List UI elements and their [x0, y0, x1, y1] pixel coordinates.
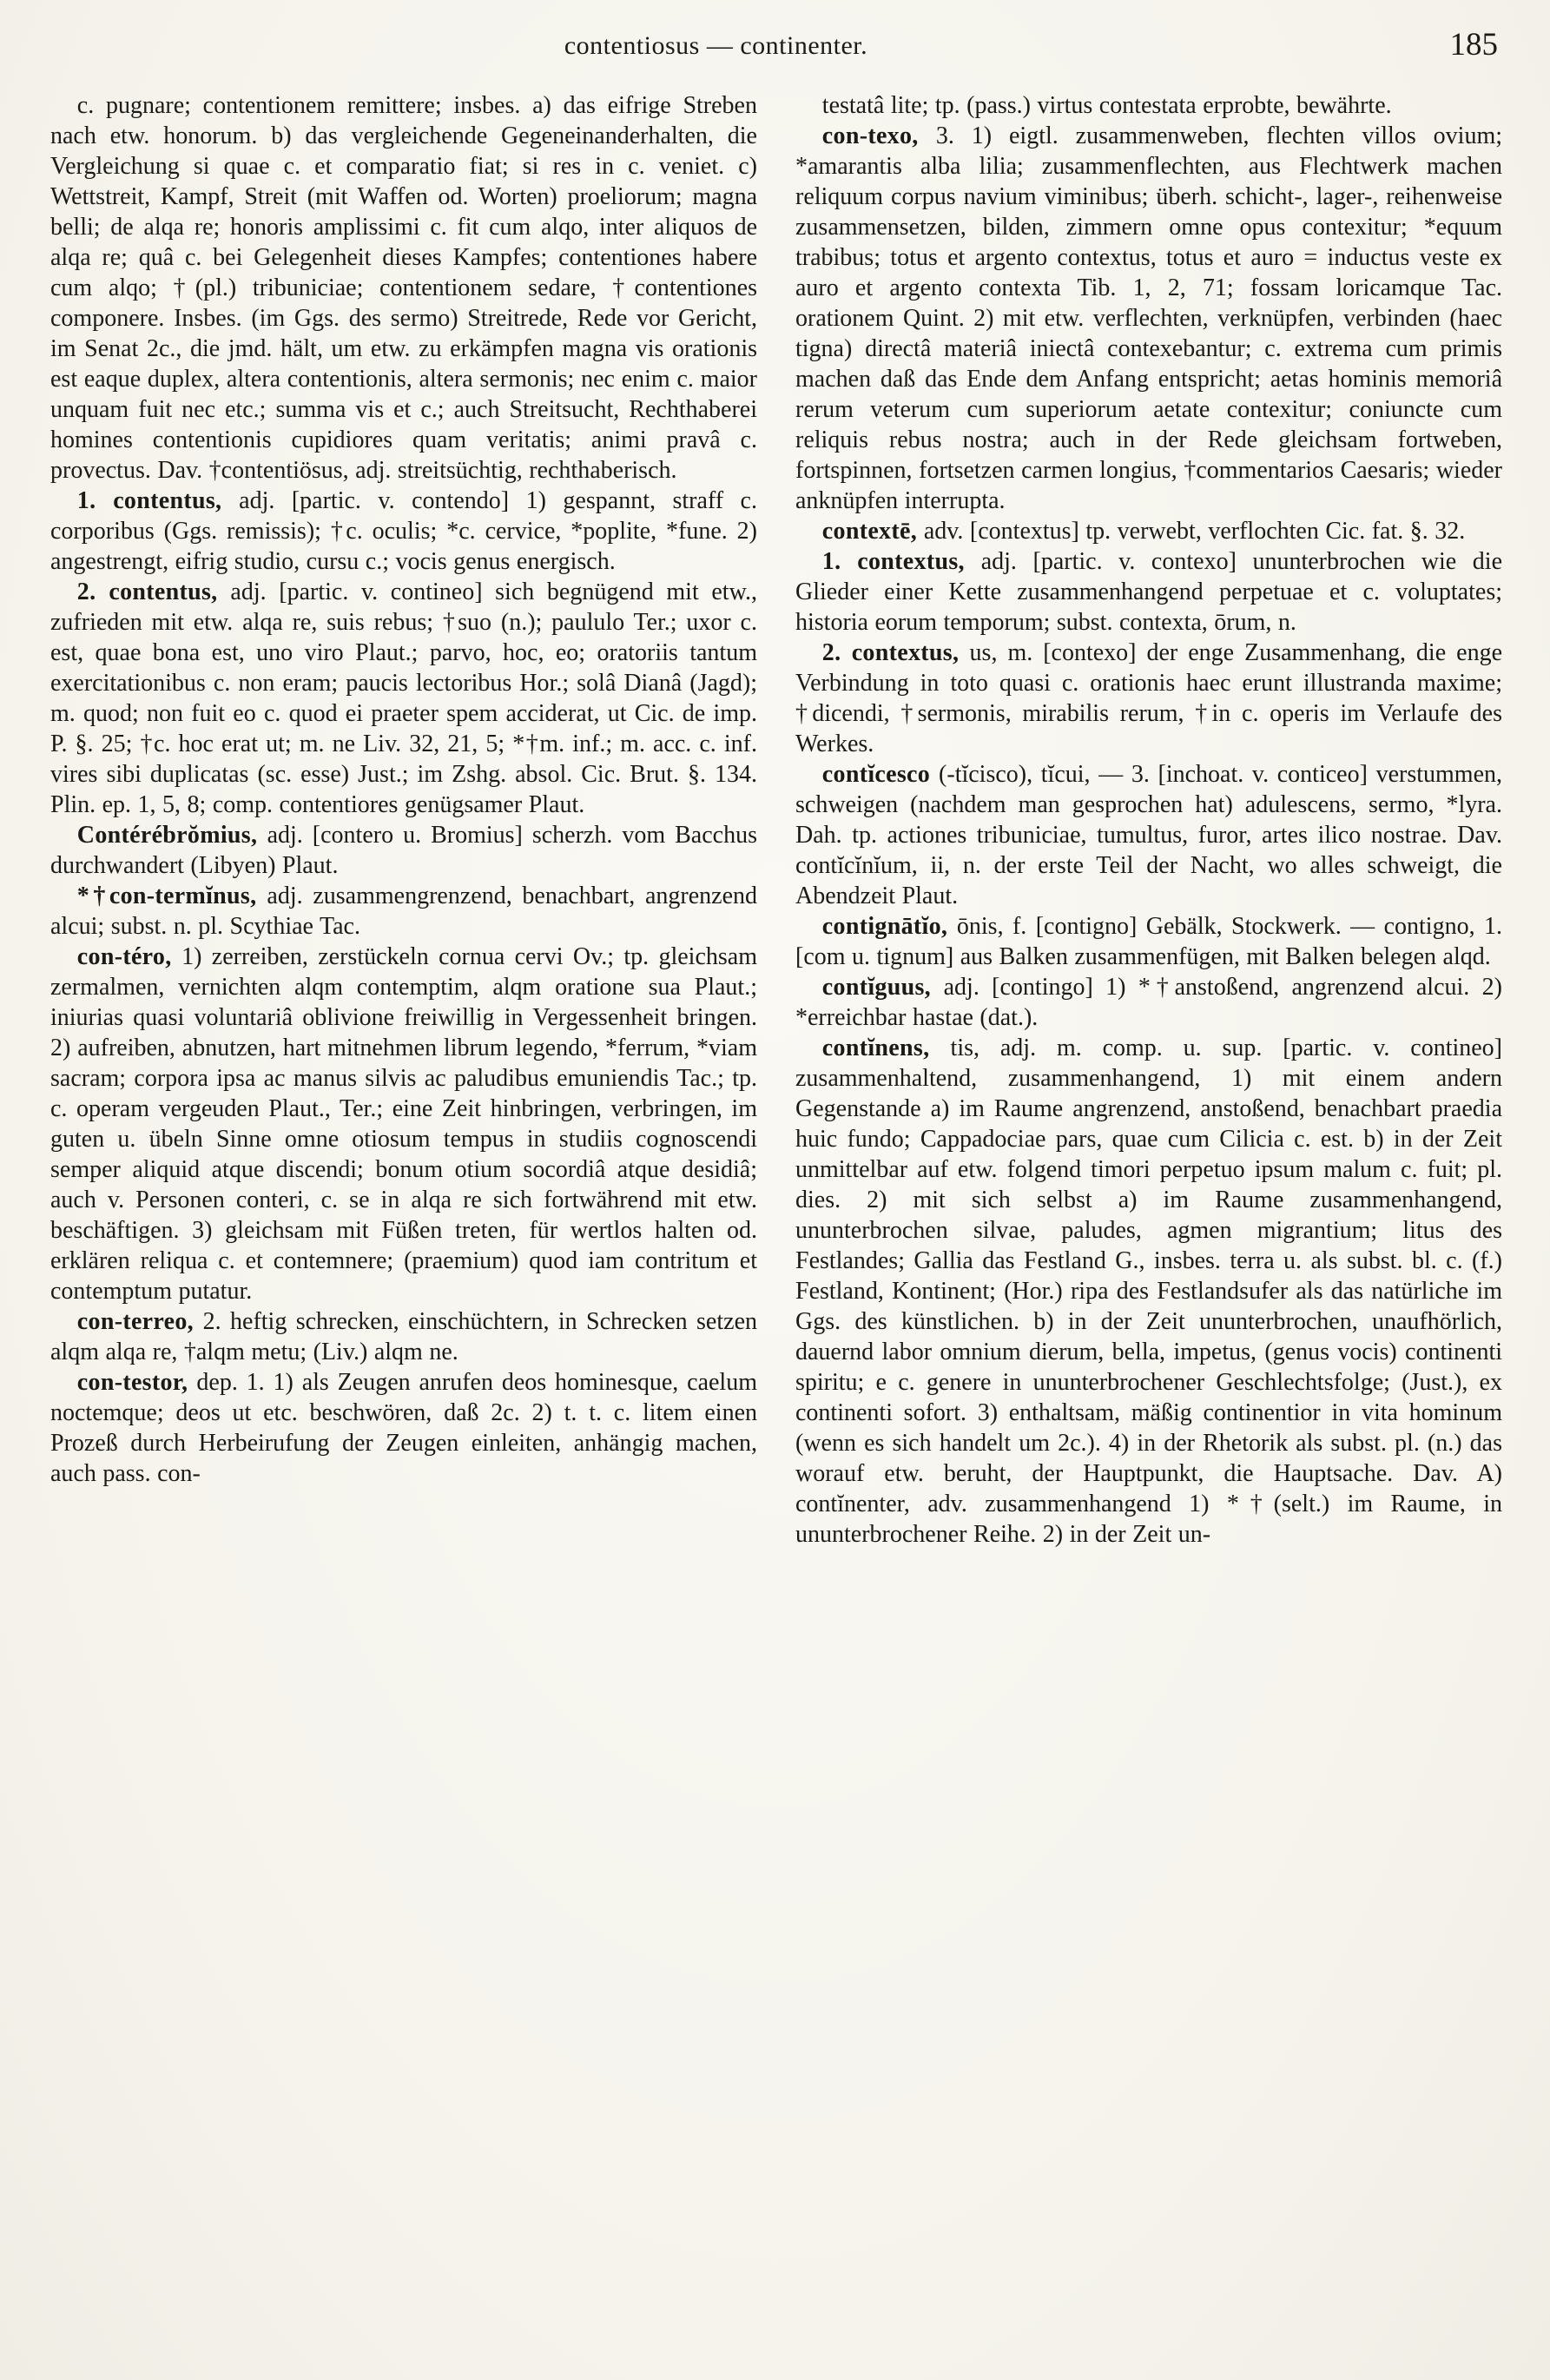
entry-lemma: contĭcesco — [821, 761, 940, 788]
right-column — [795, 90, 1502, 1550]
dictionary-entry: 1. contentus, adj. [partic. v. contendo] 1) gespannt, straff c. corporibus (Ggs. remissis); †c. oculis; *c. cervice, *poplite, *fune. 2) angestrengt, eifrig studio, cursu c.; vocis genus energisch. — [50, 487, 757, 575]
text-columns — [50, 90, 1503, 1550]
dictionary-entry: contĭcesco (-tĭcisco), tĭcui, — 3. [inchoat. v. conticeo] verstummen, schweigen (nachdem man gesprochen hat) adulescens, sermo, *lyra. Dah. tp. actiones tribuniciae, tumultus, furor, artes ilico nostrae. Dav. contĭcĭnĭum, ii, n. der erste Teil der Nacht, wo alles schweigt, die Abendzeit Plaut. — [795, 761, 1502, 909]
dictionary-entry: con-testor, dep. 1. 1) als Zeugen anrufen deos hominesque, caelum noctemque; deos ut etc. beschwören, daß 2c. 2) t. t. c. litem einen Prozeß durch Herbeirufung der Zeugen einleiten, anhängig machen, auch pass. con- — [50, 1369, 757, 1487]
entry-lemma: contignātĭo, — [821, 913, 957, 940]
continuation-paragraph: testatâ lite; tp. (pass.) virtus contestata erprobte, bewährte. — [821, 92, 1392, 119]
entry-lemma: con-téro, — [76, 943, 182, 970]
dictionary-entry: Contérébrŏmius, adj. [contero u. Bromius] scherzh. vom Bacchus durchwandert (Libyen) Plaut. — [50, 822, 757, 879]
entry-lemma: con-terreo, — [76, 1308, 203, 1335]
entry-lemma: contĭguus, — [821, 974, 944, 1001]
page-number: 185 — [1449, 27, 1498, 63]
dictionary-entry: contĭnens, tis, adj. m. comp. u. sup. [partic. v. contineo] zusammenhaltend, zusammenhangend, 1) mit einem andern Gegenstande a) im Raume angrenzend, anstoßend, benachbart praedia huic fundo; Cappadociae pars, quae cum Cilicia c. est. b) in der Zeit unmittelbar auf etw. folgend timori perpetuo ipsum malum c. fuit; pl. dies. 2) mit sich selbst a) im Raume zusammenhangend, ununterbrochen silvae, paludes, agmen migrantium; litus des Festlandes; Gallia das Festland G., insbes. terra u. als subst. bl. c. (f.) Festland, Kontinent; (Hor.) ripa des Festlandsufer als das natürliche im Ggs. des künstlichen. b) in der Zeit ununterbrochen, unaufhörlich, dauernd labor omnium dierum, bella, impetus, (genus vocis) continenti spiritu; e c. genere in ununterbrochener Geschlechtsfolge; (Just.), ex continenti sofort. 3) enthaltsam, mäßig continentior in vita hominum (wenn es sich handelt um 2c.). 4) in der Rhetorik als subst. pl. (n.) das worauf etw. beruht, der Hauptpunkt, die Hauptsache. Dav. A) contĭnenter, adv. zusammenhangend 1) *†(selt.) im Raume, in ununterbrochener Reihe. 2) in der Zeit un- — [795, 1035, 1503, 1548]
dictionary-entry: 1. contextus, adj. [partic. v. contexo] ununterbrochen wie die Glieder einer Kette zusammenhangend perpetuae et c. voluptates; historia eorum temporum; subst. contexta, ōrum, n. — [795, 548, 1502, 636]
entry-lemma: contĭnens, — [821, 1035, 951, 1061]
left-column — [50, 90, 757, 1550]
entry-lemma: *†con-termĭnus, — [76, 883, 267, 909]
dictionary-entry: 2. contentus, adj. [partic. v. contineo] sich begnügend mit etw., zufrieden mit etw. alqa re, suis rebus; †suo (n.); paululo Ter.; uxor c. est, quae bona est, uno viro Plaut.; parvo, hoc, eo; oratoriis tantum exercitationibus c. non eram; paucis lectoribus Hor.; solâ Dianâ (Jagd); m. quod; non fuit eo c. quod ei praeter spem acciderat, ut Cic. de imp. P. §. 25; †c. hoc erat ut; m. ne Liv. 32, 21, 5; *†m. inf.; m. acc. c. inf. vires sibi duplicatas (sc. esse) Just.; im Zshg. absol. Cic. Brut. §. 134. Plin. ep. 1, 5, 8; comp. contentiores genügsamer Plaut. — [50, 578, 757, 818]
dictionary-entry: *†con-termĭnus, adj. zusammengrenzend, benachbart, angrenzend alcui; subst. n. pl. Scythiae Tac. — [50, 883, 757, 940]
entry-lemma: 2. contentus, — [76, 578, 231, 605]
running-head — [50, 26, 1503, 71]
dictionary-entry: contignātĭo, ōnis, f. [contigno] Gebälk, Stockwerk. — contigno, 1. [com u. tignum] aus Balken zusammenfügen, mit Balken belegen alqd. — [795, 913, 1502, 970]
dictionary-entry: contextē, adv. [contextus] tp. verwebt, verflochten Cic. fat. §. 32. — [821, 518, 1466, 545]
dictionary-entry: con-téro, 1) zerreiben, zerstückeln cornua cervi Ov.; tp. gleichsam zermalmen, vernichten alqm contemptim, alqm oratione sua Plaut.; iniurias quasi voluntariâ oblivione freiwillig in Vergessenheit bringen. 2) aufreiben, abnutzen, hart mitnehmen librum legendo, *ferrum, *viam sacram; corpora ipsa ac manus silvis ac paludibus emuniendis Tac.; tp. c. operam vergeuden Plaut., Ter.; eine Zeit hinbringen, verbringen, im guten u. übeln Sinne omne otiosum tempus in studiis cognoscendi semper aliquid atque discendi; bonum otium socordiâ atque desidiâ; auch v. Personen conteri, c. se in alqa re sich fortwährend mit etw. beschäftigen. 3) gleichsam mit Füßen treten, für wertlos halten od. erklären reliqua c. et contemnere; (praemium) quod iam contritum et contemptum putatur. — [50, 943, 757, 1305]
entry-lemma: Contérébrŏmius, — [76, 822, 267, 849]
dictionary-entry: con-terreo, 2. heftig schrecken, einschüchtern, in Schrecken setzen alqm alqa re, †alqm metu; (Liv.) alqm ne. — [50, 1308, 757, 1365]
entry-lemma: contextē, — [821, 518, 924, 545]
entry-lemma: 2. contextus, — [821, 639, 970, 666]
dictionary-entry: 2. contextus, us, m. [contexo] der enge Zusammenhang, die enge Verbindung in toto quasi c. orationis haec erunt illustranda maxime; †dicendi, †sermonis, mirabilis rerum, †in c. operis im Verlaufe des Werkes. — [795, 639, 1502, 757]
entry-lemma: con-testor, — [76, 1369, 197, 1396]
entry-lemma: con-texo, — [821, 122, 936, 149]
dictionary-entry: contĭguus, adj. [contingo] 1) *†anstoßend, angrenzend alcui. 2) *erreichbar hastae (dat.). — [795, 974, 1502, 1031]
dictionary-entry: con-texo, 3. 1) eigtl. zusammenweben, flechten villos ovium; *amarantis alba lilia; zusammenflechten, aus Flechtwerk machen reliquum corpus navium viminibus; überh. schicht-, lager-, reihenweise zusammensetzen, bilden, zimmern omne opus contexitur; *equum trabibus; totus et argento contextus, totus et auro = inductus veste ex auro et argento contexta Tib. 1, 2, 71; fossam loricamque Tac. orationem Quint. 2) mit etw. verflechten, verknüpfen, verbinden (haec tigna) directâ materiâ iniectâ contexebantur; c. extrema cum primis machen daß das Ende dem Anfang entspricht; aetas hominis memoriâ rerum veterum cum superiorum aetate contexitur; coniuncte cum reliquis rebus nostra; auch in der Rede gleichsam fortweben, fortspinnen, fortsetzen carmen longius, †commentarios Caesaris; wieder anknüpfen interrupta. — [795, 122, 1502, 514]
entry-lemma: 1. contextus, — [821, 548, 981, 575]
continuation-paragraph: c. pugnare; contentionem remittere; insbes. a) das eifrige Streben nach etw. honorum. b) das vergleichende Gegeneinanderhalten, die Vergleichung si quae c. et comparatio fiat; si res in c. veniet. c) Wettstreit, Kampf, Streit (mit Waffen od. Worten) proeliorum; magna belli; de alqa re; honoris amplissimi c. fit cum alqo, inter aliquos de alqa re; quâ c. bei Gelegenheit dieses Kampfes; contentiones habere cum alqo; †(pl.) tribuniciae; contentionem sedare, †contentiones componere. Insbes. (im Ggs. des sermo) Streitrede, Rede vor Gericht, im Senat 2c., die jmd. hält, um etw. zu erkämpfen magna vis orationis est eaque duplex, altera contentionis, altera sermonis; nec enim c. maior unquam fuit nec etc.; summa vis et c.; auch Streitsucht, Rechthaberei homines contentionis cupidiores quam veritatis; animi pravâ c. provectus. Dav. †contentiösus, adj. streitsüchtig, rechthaberisch. — [50, 92, 757, 484]
entry-lemma: 1. contentus, — [76, 487, 240, 514]
page-title: contentiosus — continenter. — [564, 31, 868, 60]
